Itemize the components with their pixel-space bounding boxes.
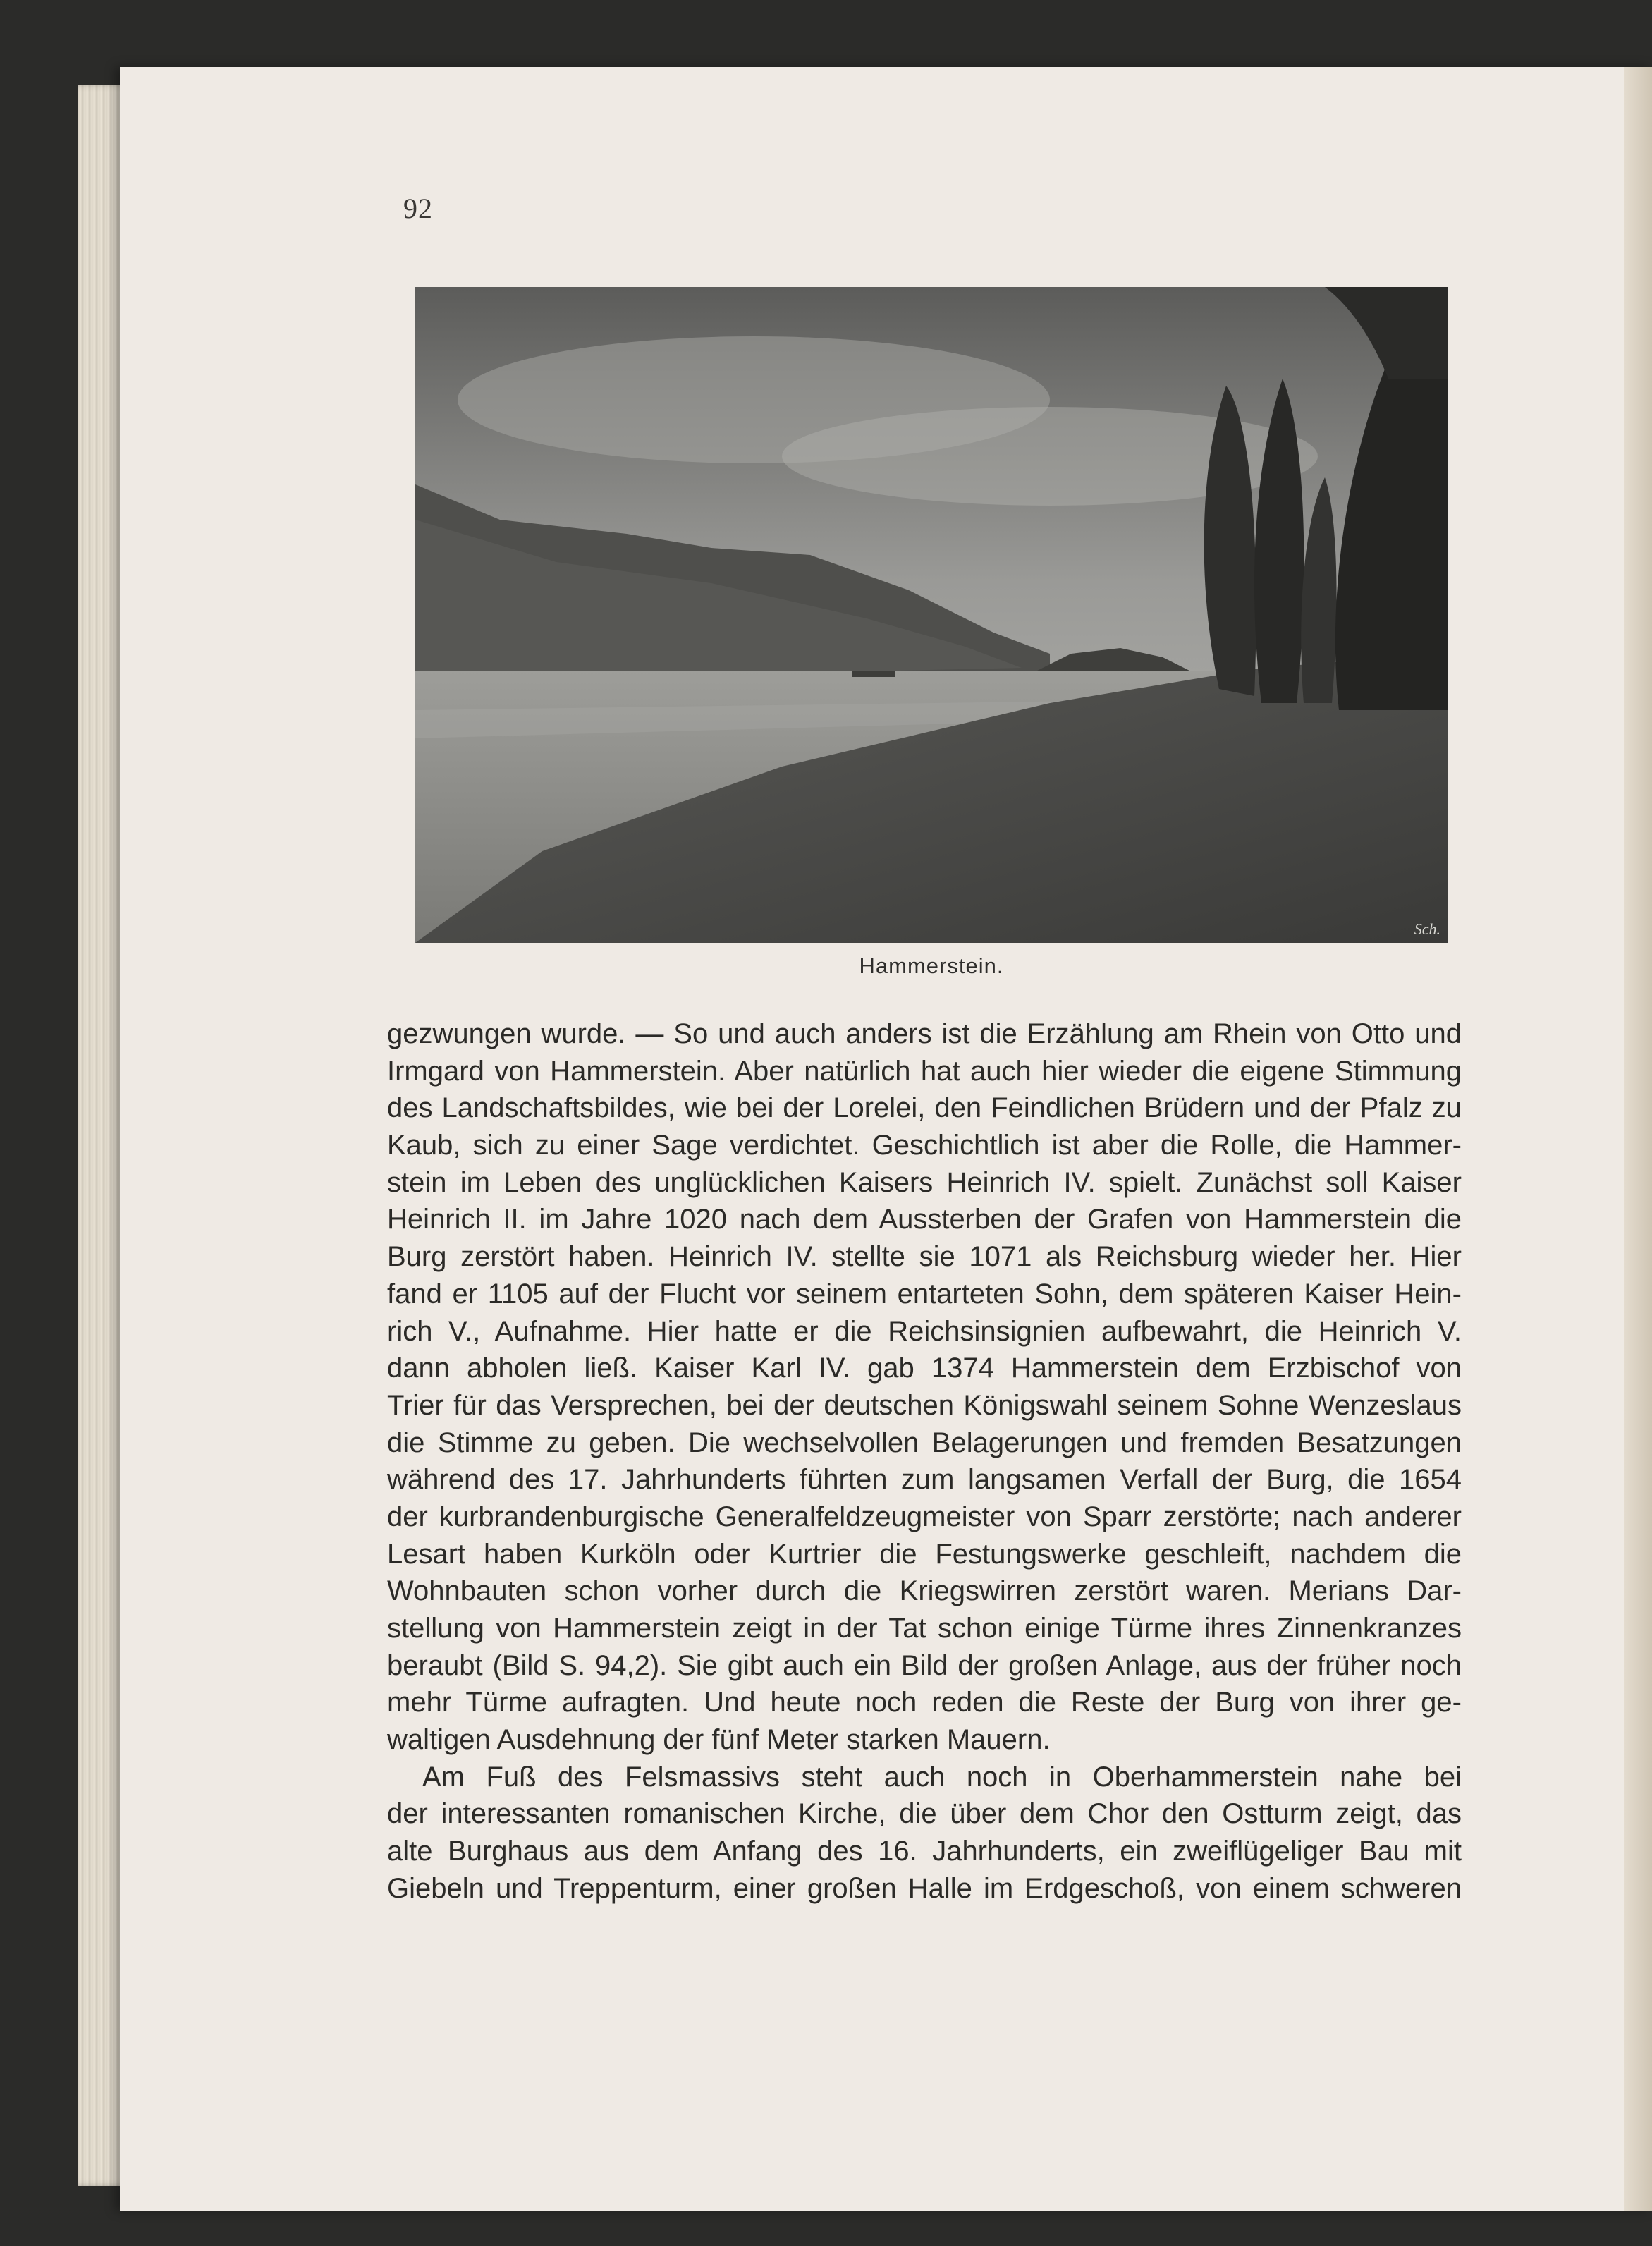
- text-line: fand er 1105 auf der Flucht vor seinem entarteten Sohn, dem späteren Kaiser Hein-: [387, 1278, 1462, 1310]
- text-line: des Landschaftsbildes, wie bei der Lorelei, den Feindlichen Brüdern und der Pfalz zu: [387, 1092, 1462, 1124]
- page-number: 92: [403, 193, 433, 224]
- text-line: mehr Türme aufragten. Und heute noch reden die Reste der Burg von ihrer ge-: [387, 1687, 1462, 1719]
- text-line: Burg zerstört haben. Heinrich IV. stellte sie 1071 als Reichsburg wieder her. Hier: [387, 1241, 1462, 1273]
- text-line: Wohnbauten schon vorher durch die Kriegswirren zerstört waren. Merians Dar-: [387, 1575, 1462, 1607]
- text-line: waltigen Ausdehnung der fünf Meter starken Mauern.: [387, 1724, 1051, 1756]
- body-text: [387, 1015, 1462, 1908]
- text-line: Am Fuß des Felsmassivs steht auch noch in Oberhammerstein nahe bei: [422, 1761, 1462, 1793]
- text-line: Heinrich II. im Jahre 1020 nach dem Aussterben der Grafen von Hammerstein die: [387, 1204, 1462, 1235]
- landscape-photograph: [415, 287, 1448, 943]
- text-line: der kurbrandenburgische Generalfeldzeugmeister von Sparr zerstörte; nach anderer: [387, 1501, 1462, 1532]
- text-line: stellung von Hammerstein zeigt in der Tat schon einige Türme ihres Zinnenkranzes: [387, 1613, 1462, 1644]
- text-line: gezwungen wurde. — So und auch anders ist die Erzählung am Rhein von Otto und: [387, 1018, 1462, 1049]
- text-line: der interessanten romanischen Kirche, die über dem Chor den Ostturm zeigt, das: [387, 1798, 1462, 1830]
- text-line: dann abholen ließ. Kaiser Karl IV. gab 1374 Hammerstein dem Erzbischof von: [387, 1353, 1462, 1384]
- text-line: die Stimme zu geben. Die wechselvollen Belagerungen und fremden Besatzungen: [387, 1427, 1462, 1458]
- facing-page-edge: [1624, 67, 1652, 2211]
- text-line: Kaub, sich zu einer Sage verdichtet. Geschichtlich ist aber die Rolle, die Hammer-: [387, 1130, 1462, 1161]
- text-line: Giebeln und Treppenturm, einer großen Halle im Erdgeschoß, von einem schweren: [387, 1872, 1462, 1904]
- text-line: Trier für das Versprechen, bei der deutschen Königswahl seinem Sohne Wenzeslaus: [387, 1389, 1462, 1421]
- paragraph-container: [387, 1015, 1462, 1908]
- text-line: Lesart haben Kurköln oder Kurtrier die Festungswerke geschleift, nachdem die: [387, 1538, 1462, 1570]
- figure-caption: Hammerstein.: [859, 953, 1004, 978]
- paragraph: [387, 1015, 1462, 1759]
- text-line: alte Burghaus aus dem Anfang des 16. Jahrhunderts, ein zweiflügeliger Bau mit: [387, 1836, 1462, 1867]
- text-line: beraubt (Bild S. 94,2). Sie gibt auch ein Bild der großen Anlage, aus der früher noch: [387, 1649, 1462, 1681]
- text-line: Irmgard von Hammerstein. Aber natürlich hat auch hier wieder die eigene Stimmung: [387, 1055, 1462, 1087]
- text-line: während des 17. Jahrhunderts führten zum langsamen Verfall der Burg, die 1654: [387, 1464, 1462, 1496]
- text-line: stein im Leben des unglücklichen Kaisers Heinrich IV. spielt. Zunächst soll Kaiser: [387, 1166, 1462, 1198]
- text-line: rich V., Aufnahme. Hier hatte er die Reichsinsignien aufbewahrt, die Heinrich V.: [387, 1315, 1462, 1347]
- artist-signature: Sch.: [1414, 920, 1440, 938]
- paragraph: [387, 1759, 1462, 1908]
